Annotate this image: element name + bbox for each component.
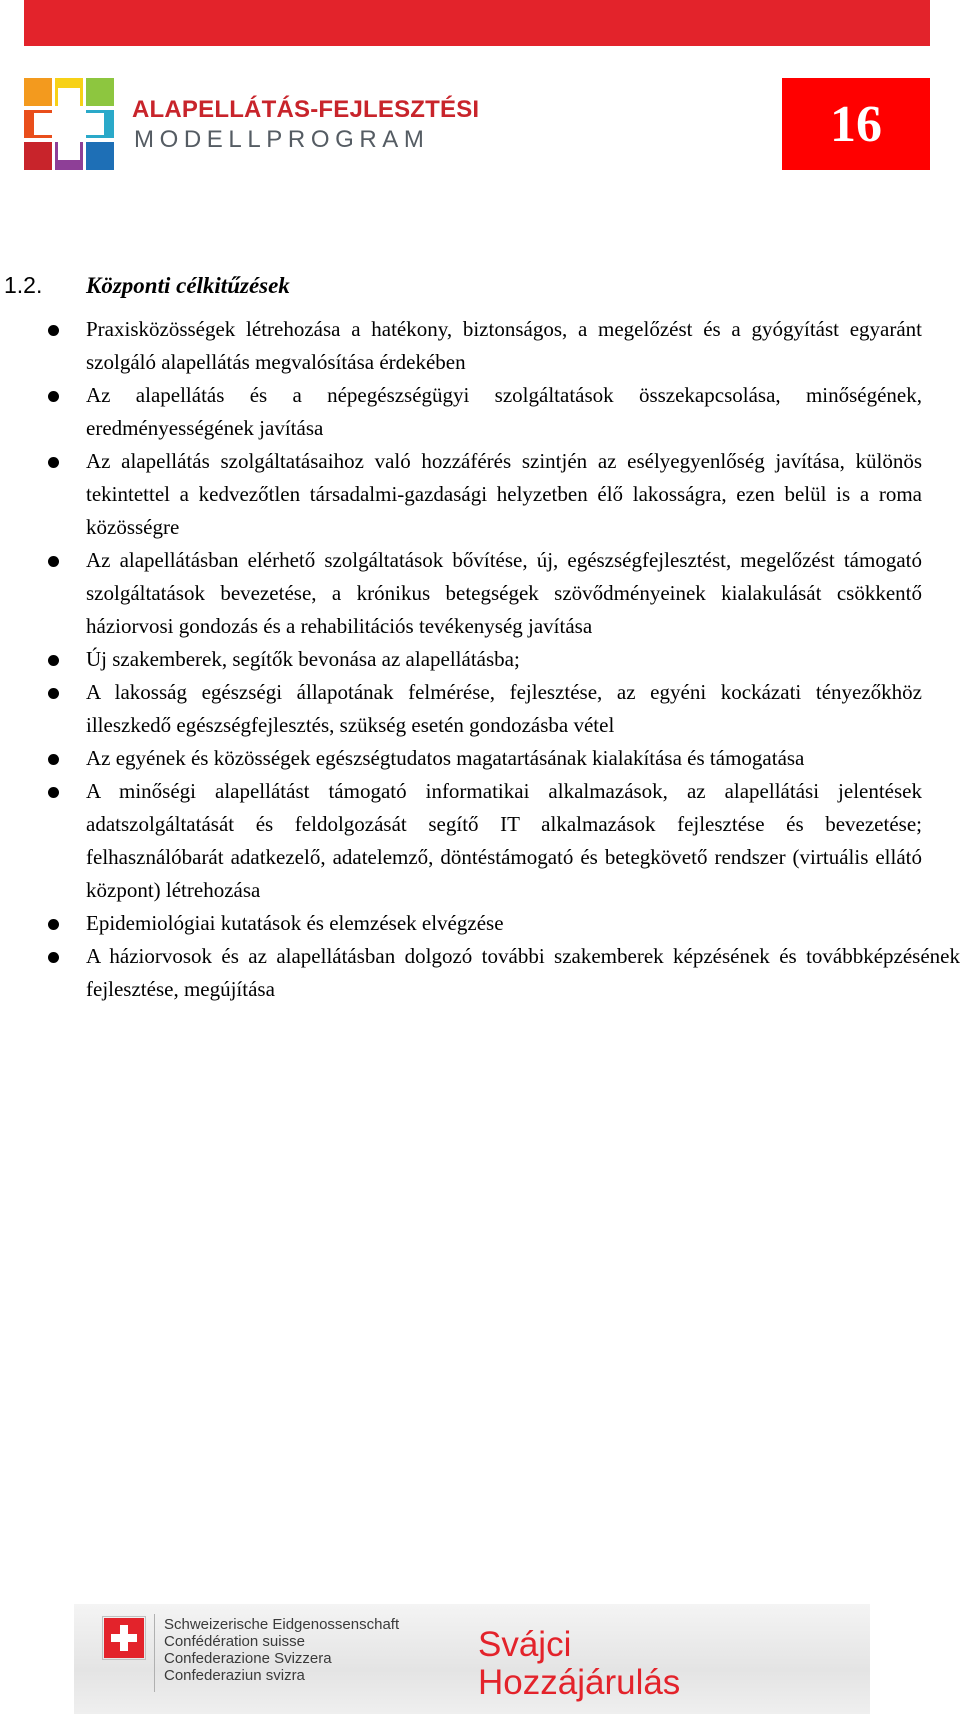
federation-line-fr: Confédération suisse — [164, 1633, 305, 1650]
bullet-icon — [48, 919, 59, 930]
page-number: 16 — [830, 95, 882, 153]
objectives-list — [0, 313, 960, 1006]
section-heading — [4, 272, 290, 299]
bullet-icon — [48, 391, 59, 402]
bullet-icon — [48, 952, 59, 963]
federation-names — [164, 1616, 399, 1684]
page-number-box — [782, 78, 930, 170]
list-item-text: Az alapellátásban elérhető szolgáltatások bővítése, új, egészségfejlesztést, megelőzést támogató szolgáltatások bevezetése, a krónikus betegségek szövődményeinek kialakulását csökkentő háziorvosi gondozás és a rehabilitációs tevékenység javítása — [86, 548, 922, 638]
list-item — [0, 544, 960, 643]
list-item — [0, 742, 960, 775]
list-item-text: A háziorvosok és az alapellátásban dolgozó további szakemberek képzésének és továbbképzésének fejlesztése, megújítása — [86, 944, 960, 1001]
list-item-text: Az egyének és közösségek egészségtudatos magatartásának kialakítása és támogatása — [86, 746, 805, 770]
contribution-line-1: Svájci — [478, 1625, 572, 1664]
list-item — [0, 313, 960, 379]
bullet-icon — [48, 787, 59, 798]
list-item — [0, 940, 960, 1006]
list-item — [0, 775, 960, 907]
bullet-icon — [48, 457, 59, 468]
program-logo — [24, 78, 480, 170]
banner-divider — [154, 1614, 155, 1692]
list-item-text: Az alapellátás és a népegészségügyi szolgáltatások összekapcsolása, minőségének, eredményességének javítása — [86, 383, 922, 440]
list-item — [0, 445, 960, 544]
bullet-icon — [48, 754, 59, 765]
bullet-icon — [48, 655, 59, 666]
top-red-bar — [24, 0, 930, 46]
list-item — [0, 676, 960, 742]
list-item-text: Az alapellátás szolgáltatásaihoz való hozzáférés szintjén az esélyegyenlőség javítása, különös tekintettel a kedvezőtlen társadalmi-gazdasági helyzetben élő lakosságra, ezen belül is a roma közösségre — [86, 449, 922, 539]
list-item — [0, 379, 960, 445]
swiss-contribution-banner — [74, 1604, 870, 1714]
contribution-line-2: Hozzájárulás — [478, 1663, 681, 1702]
objectives-list-container — [0, 313, 960, 1006]
list-item-text: Praxisközösségek létrehozása a hatékony, biztonságos, a megelőzést és a gyógyítást egyaránt szolgáló alapellátás megvalósítása érdekében — [86, 317, 922, 374]
list-item — [0, 643, 960, 676]
federation-line-it: Confederazione Svizzera — [164, 1650, 332, 1667]
contribution-title — [478, 1626, 680, 1702]
logo-mark-icon — [24, 78, 114, 170]
section-title: Központi célkitűzések — [86, 273, 290, 298]
list-item — [0, 907, 960, 940]
list-item-text: A minőségi alapellátást támogató informatikai alkalmazások, az alapellátási jelentések adatszolgáltatását és feldolgozását segítő IT alkalmazások fejlesztése és bevezetése; felhasználóbarát adatkezelő, adatelemző, döntéstámogató és betegkövető rendszer (virtuális ellátó központ) létrehozása — [86, 779, 922, 902]
section-number: 1.2. — [4, 272, 43, 298]
logo-subtitle: MODELLPROGRAM — [134, 126, 430, 153]
bullet-icon — [48, 688, 59, 699]
list-item-text: Epidemiológiai kutatások és elemzések elvégzése — [86, 911, 504, 935]
federation-line-de: Schweizerische Eidgenossenschaft — [164, 1616, 400, 1633]
logo-title: ALAPELLÁTÁS-FEJLESZTÉSI — [132, 96, 480, 123]
list-item-text: Új szakemberek, segítők bevonása az alapellátásba; — [86, 647, 520, 671]
bullet-icon — [48, 325, 59, 336]
swiss-flag-icon — [104, 1618, 144, 1658]
federation-line-rm: Confederaziun svizra — [164, 1667, 305, 1684]
bullet-icon — [48, 556, 59, 567]
list-item-text: A lakosság egészségi állapotának felmérése, fejlesztése, az egyéni kockázati tényezőkhöz illeszkedő egészségfejlesztés, szükség esetén gondozásba vétel — [86, 680, 922, 737]
